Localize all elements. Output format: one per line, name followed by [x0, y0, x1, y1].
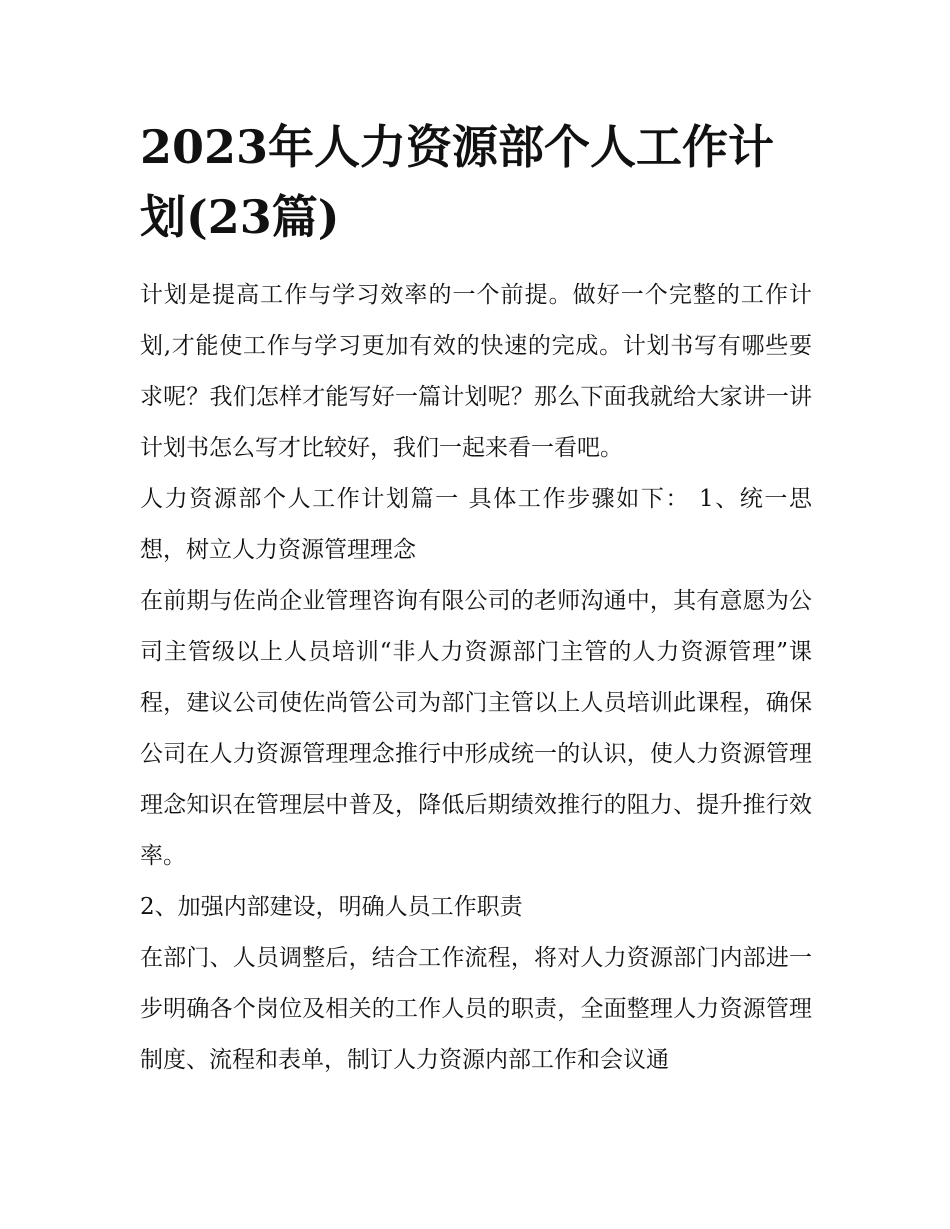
- document-page: [140, 112, 812, 1086]
- paragraph-step-two-heading: 2、加强内部建设，明确人员工作职责: [140, 894, 523, 920]
- paragraph-section-one-heading: 人力资源部个人工作计划篇一 具体工作步骤如下： 1、统一思想，树立人力资源管理理念: [140, 486, 812, 563]
- paragraph-intro: 计划是提高工作与学习效率的一个前提。做好一个完整的工作计划,才能使工作与学习更加有效的快速的完成。计划书写有哪些要求呢？我们怎样才能写好一篇计划呢？那么下面我就给大家讲一讲计划书怎么写才比较好，我们一起来看一看吧。: [140, 282, 812, 461]
- paragraph-internal-construction: 在部门、人员调整后，结合工作流程，将对人力资源部门内部进一步明确各个岗位及相关的工作人员的职责，全面整理人力资源管理制度、流程和表单，制订人力资源内部工作和会议通: [140, 945, 812, 1073]
- document-title: 2023年人力资源部个人工作计划(23篇): [140, 120, 775, 244]
- paragraph-training: 在前期与佐尚企业管理咨询有限公司的老师沟通中，其有意愿为公司主管级以上人员培训“非人力资源部门主管的人力资源管理”课程，建议公司使佐尚管公司为部门主管以上人员培训此课程，确保公司在人力资源管理理念推行中形成统一的认识，使人力资源管理理念知识在管理层中普及，降低后期绩效推行的阻力、提升推行效率。: [140, 588, 812, 869]
